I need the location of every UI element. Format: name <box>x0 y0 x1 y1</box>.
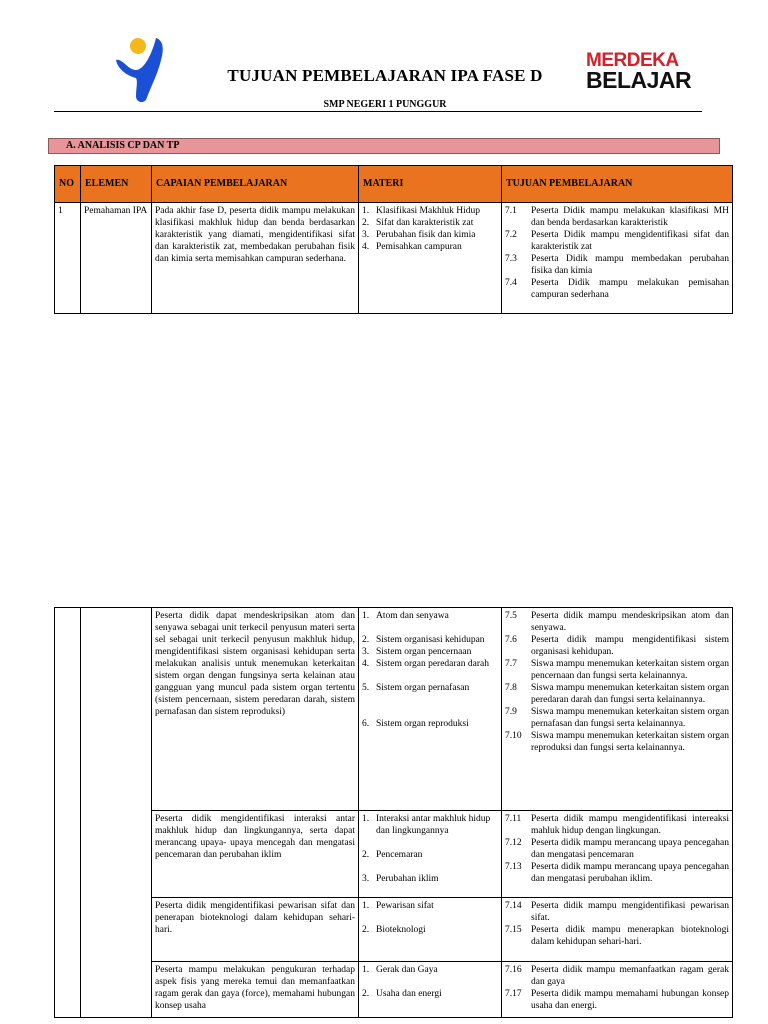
list-item: 1. Pewarisan sifat <box>362 901 434 911</box>
list-item: 3. Sistem organ pencernaan <box>362 647 472 657</box>
list-item: 2. Sifat dan karakteristik zat <box>362 218 474 228</box>
list-item: 5. Sistem organ pernafasan <box>362 683 470 693</box>
list-item: 7.2 Peserta Didik mampu mengidentifikasi sifat dan karakteristik zat <box>505 230 729 252</box>
merdeka-belajar-logo <box>586 52 691 92</box>
list-item: 1. Klasifikasi Makhluk Hidup <box>362 206 480 216</box>
row-capaian: Peserta didik mengidentifikasi pewarisan sifat dan penerapan bioteknologi dalam kehidupan sehari-hari. <box>152 898 359 962</box>
list-item: 7.6 Peserta didik mampu mengidentifikasi sistem organisasi kehidupan. <box>505 635 729 657</box>
row-tp <box>502 898 733 962</box>
row-capaian: Pada akhir fase D, peserta didik mampu melakukan klasifikasi makhluk hidup dan benda berdasarkan karakteristik yang diamati, mengidentifikasi sifat dan karakteristik zat, membedakan perubahan fisik dan kimia serta memisahkan campuran sederhana. <box>152 203 359 314</box>
list-item: 7.15 Peserta didik mampu menerapkan bioteknologi dalam kehidupan sehari-hari. <box>505 925 729 947</box>
row-capaian: Peserta mampu melakukan pengukuran terhadap aspek fisis yang mereka temui dan memanfaatkan ragam gerak dan gaya (force), memahami hubungan konsep usaha <box>152 962 359 1018</box>
list-item: 6. Sistem organ reproduksi <box>362 719 469 729</box>
person-figure-logo-icon <box>112 30 168 104</box>
list-item: 7.17 Peserta didik mampu memahami hubungan konsep usaha dan energi. <box>505 989 729 1011</box>
list-item: 2. Pencemaran <box>362 850 423 860</box>
row-capaian: Peserta didik dapat mendeskripsikan atom dan senyawa sebagai unit terkecil penyusun materi serta sel sebagai unit terkecil penyusun makhluk hidup, mengidentifikasi sistem organisasi kehidupan serta melakukan analisis untuk menemukan keterkaitan sistem organ dengan fungsinya serta kelainan atau gangguan yang muncul pada sistem organ tertentu (sistem pencernaan, sistem peredaran darah, sistem pernafasan dan sistem reproduksi) <box>152 608 359 811</box>
section-title: A. ANALISIS CP DAN TP <box>48 138 720 154</box>
list-item: 7.3 Peserta Didik mampu membedakan perubahan fisika dan kimia <box>505 254 729 276</box>
list-item: 7.13 Peserta didik mampu merancang upaya pencegahan dan mengatasi perubahan iklim. <box>505 862 729 884</box>
row-elemen <box>81 608 152 1018</box>
row-materi <box>359 608 502 811</box>
list-item: 7.1 Peserta Didik mampu melakukan klasifikasi MH dan benda berdasarkan karakteristik <box>505 206 729 228</box>
list-item: 7.14 Peserta didik mampu mengidentifikasi pewarisan sifat. <box>505 901 729 923</box>
cp-tp-table <box>54 165 733 314</box>
row-tp <box>502 608 733 811</box>
list-item: 7.4 Peserta Didik mampu melakukan pemisahan campuran sederhana <box>505 278 729 300</box>
list-item: 1. Gerak dan Gaya <box>362 965 438 975</box>
brand-line-2: BELAJAR <box>586 67 692 94</box>
row-tp <box>502 203 733 314</box>
list-item: 2. Usaha dan energi <box>362 989 442 999</box>
header-materi: MATERI <box>359 166 502 203</box>
list-item: 3. Perubahan fisik dan kimia <box>362 230 476 240</box>
list-item: 7.7 Siswa mampu menemukan keterkaitan sistem organ pencernaan dan fungsi serta kelainannya. <box>505 659 729 681</box>
list-item: 7.10 Siswa mampu menemukan keterkaitan sistem organ reproduksi dan fungsi serta kelainannya. <box>505 731 729 753</box>
header-capaian: CAPAIAN PEMBELAJARAN <box>152 166 359 203</box>
row-materi <box>359 898 502 962</box>
row-materi <box>359 962 502 1018</box>
header-divider <box>54 111 702 112</box>
brand-line-1: MERDEKA <box>586 50 679 71</box>
header-tujuan: TUJUAN PEMBELAJARAN <box>502 166 733 203</box>
row-elemen: Pemahaman IPA <box>81 203 152 314</box>
list-item: 7.9 Siswa mampu menemukan keterkaitan sistem organ pernafasan dan fungsi serta kelainannya. <box>505 707 729 729</box>
list-item: 2. Bioteknologi <box>362 925 426 935</box>
row-tp <box>502 962 733 1018</box>
row-materi <box>359 203 502 314</box>
row-no: 1 <box>55 203 81 314</box>
list-item: 3. Perubahan iklim <box>362 874 439 884</box>
list-item: 7.12 Peserta didik mampu merancang upaya pencegahan dan mengatasi pencemaran <box>505 838 729 860</box>
row-materi <box>359 811 502 898</box>
list-item: 4. Sistem organ peredaran darah <box>362 659 489 669</box>
list-item: 4. Pemisahkan campuran <box>362 242 462 252</box>
school-name: SMP NEGERI 1 PUNGGUR <box>323 99 447 110</box>
table-row <box>55 898 733 962</box>
table-row <box>55 203 733 314</box>
list-item: 1. Interaksi antar makhluk hidup dan lingkungannya <box>362 814 491 836</box>
row-tp <box>502 811 733 898</box>
row-no <box>55 608 81 1018</box>
list-item: 1. Atom dan senyawa <box>362 611 449 621</box>
table-row <box>55 962 733 1018</box>
table-row <box>55 811 733 898</box>
page-title: TUJUAN PEMBELAJARAN IPA FASE D <box>227 66 543 85</box>
table-header-row <box>55 166 733 203</box>
list-item: 2. Sistem organisasi kehidupan <box>362 635 485 645</box>
list-item: 7.8 Siswa mampu menemukan keterkaitan sistem organ peredaran darah dan fungsi serta kelainannya. <box>505 683 729 705</box>
header-no: NO <box>55 166 81 203</box>
cp-tp-table-continued <box>54 607 733 1018</box>
list-item: 7.16 Peserta didik mampu memanfaatkan ragam gerak dan gaya <box>505 965 729 987</box>
list-item: 7.11 Peserta didik mampu mengidentifikasi intereaksi mahluk hidup dengan lingkungan. <box>505 814 729 836</box>
header-elemen: ELEMEN <box>81 166 152 203</box>
row-capaian: Peserta didik mengidentifikasi interaksi antar makhluk hidup dan lingkungannya, serta dapat merancang upaya- upaya mencegah dan mengatasi pencemaran dan perubahan iklim <box>152 811 359 898</box>
table-row <box>55 608 733 811</box>
list-item: 7.5 Peserta didik mampu mendeskripsikan atom dan senyawa. <box>505 611 729 633</box>
